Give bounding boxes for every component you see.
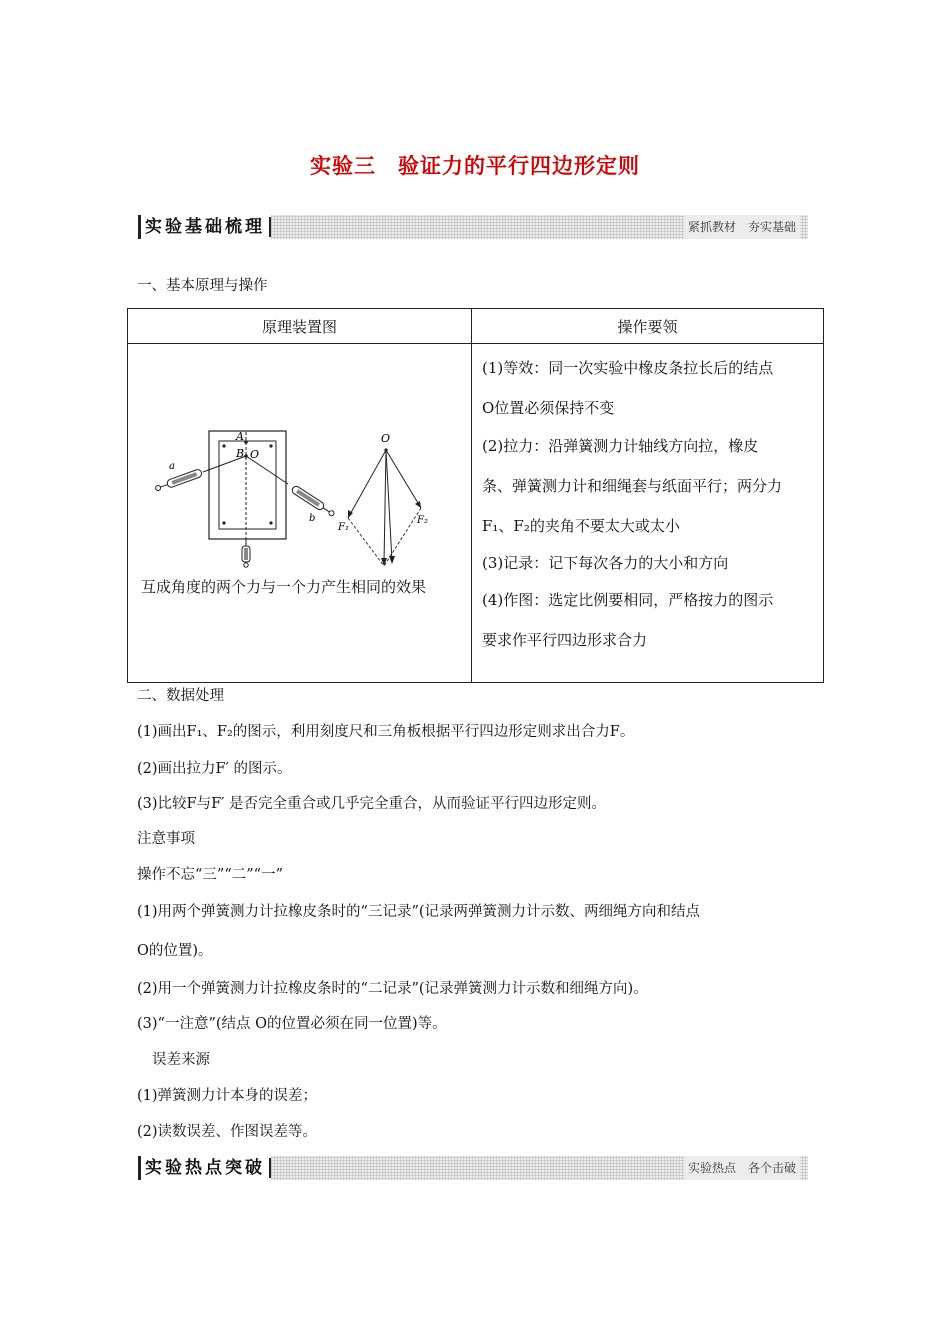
op-line-6: (3)记录：记下每次各力的大小和方向	[482, 554, 729, 572]
page-title: 实验三 验证力的平行四边形定则	[310, 154, 640, 178]
column-header-operations: 操作要领	[472, 309, 824, 344]
apparatus-diagram	[136, 418, 466, 568]
error-item-2: (2)读数误差、作图误差等。	[137, 1124, 318, 1140]
principle-table	[127, 308, 824, 683]
op-line-4: 条、弹簧测力计和细绳套与纸面平行；两分力	[482, 477, 783, 495]
notes-subheading: 操作不忘“三”“二”“一”	[137, 867, 283, 883]
column-header-diagram: 原理装置图	[128, 309, 472, 344]
error-item-1: (1)弹簧测力计本身的误差；	[137, 1088, 318, 1104]
spring-scale-a	[154, 468, 202, 492]
notes-heading: 注意事项	[137, 831, 195, 847]
label-force-O: O	[381, 432, 391, 445]
note-item-1a: (1)用两个弹簧测力计拉橡皮条时的“三记录”(记录两弹簧测力计示数、两细绳方向和结点	[137, 904, 701, 920]
section-banner-hotspots	[138, 1156, 808, 1180]
label-a: a	[169, 461, 175, 472]
op-line-2: O位置必须保持不变	[482, 399, 615, 417]
board-outer	[209, 431, 286, 539]
banner-slogan: 实验热点 各个击破	[684, 1156, 800, 1180]
label-F1: F₁	[338, 522, 349, 533]
operations-cell	[472, 344, 824, 683]
board-inner	[219, 441, 276, 529]
banner-label: 实验热点突破	[138, 1156, 271, 1180]
section-heading-data: 二、数据处理	[137, 688, 224, 704]
section-heading-principle: 一、基本原理与操作	[137, 278, 268, 294]
op-line-1: (1)等效：同一次实验中橡皮条拉长后的结点	[482, 359, 774, 377]
data-item-1: (1)画出F₁、F₂的图示，利用刻度尺和三角板根据平行四边形定则求出合力F。	[137, 724, 635, 740]
op-line-5: F₁、F₂的夹角不要太大或太小	[482, 517, 680, 535]
section-banner-basics	[138, 215, 808, 239]
label-O: O	[250, 448, 260, 461]
banner-slogan: 紧抓教材 夯实基础	[684, 215, 800, 239]
label-b: b	[309, 513, 316, 524]
label-B: B	[236, 447, 245, 460]
spring-scale-bottom	[242, 539, 250, 567]
data-item-2: (2)画出拉力F′ 的图示。	[137, 761, 292, 777]
errors-heading: 误差来源	[152, 1052, 210, 1068]
op-line-8: 要求作平行四边形求合力	[482, 631, 648, 649]
note-item-3: (3)“一注意”(结点 O的位置必须在同一位置)等。	[137, 1016, 447, 1032]
label-A: A	[236, 430, 244, 443]
diagram-caption: 互成角度的两个力与一个力产生相同的效果	[141, 578, 427, 596]
note-item-1b: O的位置)。	[137, 943, 213, 959]
banner-label: 实验基础梳理	[138, 215, 271, 239]
label-F2: F₂	[417, 515, 428, 526]
op-line-7: (4)作图：选定比例要相同，严格按力的图示	[482, 591, 774, 609]
data-item-3: (3)比较F与F′ 是否完全重合或几乎完全重合，从而验证平行四边形定则。	[137, 796, 607, 812]
op-line-3: (2)拉力：沿弹簧测力计轴线方向拉，橡皮	[482, 437, 759, 455]
note-item-2: (2)用一个弹簧测力计拉橡皮条时的“二记录”(记录弹簧测力计示数和细绳方向)。	[137, 981, 648, 997]
force-diagram	[348, 448, 421, 566]
diagram-cell	[128, 344, 472, 683]
